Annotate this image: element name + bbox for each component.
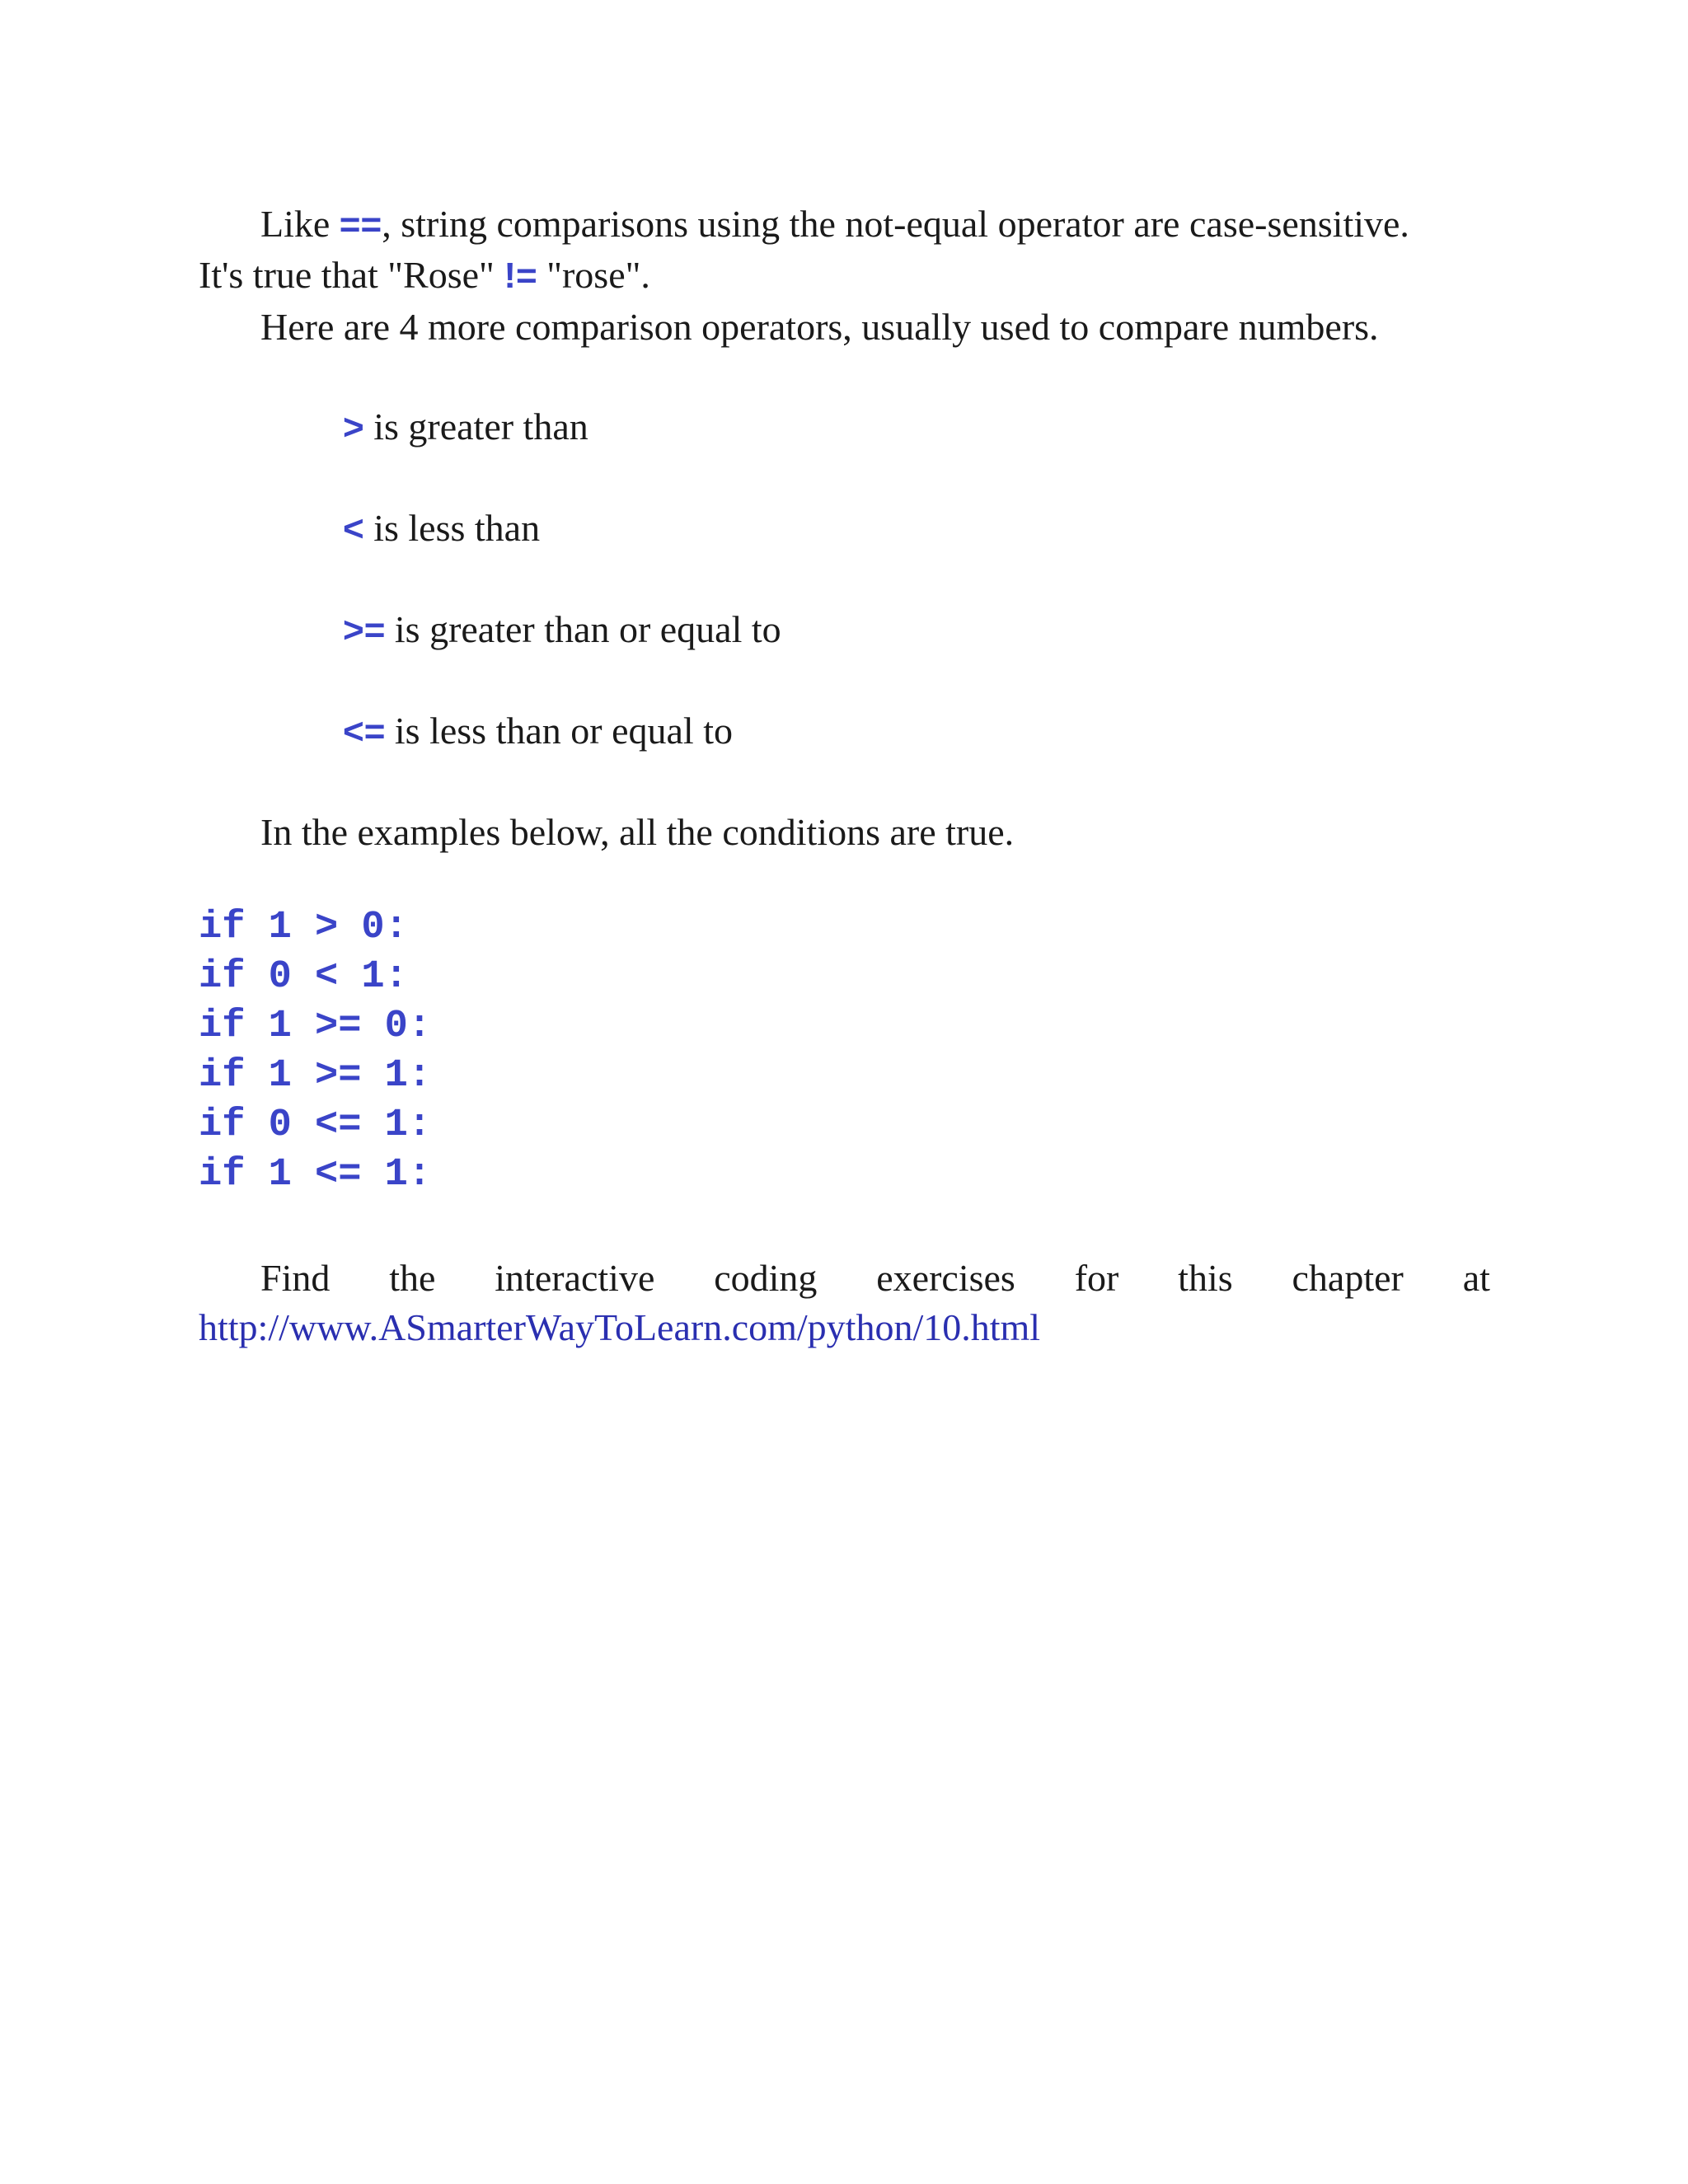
operator-description: is less than or equal to bbox=[385, 710, 733, 752]
operator-item-greater bbox=[343, 401, 588, 453]
paragraph-find-exercises bbox=[260, 1253, 1490, 1304]
code-line: if 1 >= 1: bbox=[199, 1054, 432, 1098]
operator-symbol: > bbox=[343, 407, 364, 448]
word: at bbox=[1462, 1257, 1490, 1299]
operator-item-greater-equal bbox=[343, 604, 781, 656]
operator-description: is greater than bbox=[363, 405, 588, 448]
operator-item-less-equal bbox=[343, 705, 733, 757]
word: coding bbox=[714, 1257, 818, 1299]
code-line: if 1 >= 0: bbox=[199, 1005, 432, 1048]
code-line: if 0 <= 1: bbox=[199, 1104, 432, 1147]
operator-symbol: <= bbox=[343, 711, 386, 752]
code-block bbox=[199, 903, 431, 1200]
text-fragment: "rose". bbox=[537, 254, 650, 296]
exercises-link[interactable]: http://www.ASmarterWayToLearn.com/python/10.html bbox=[199, 1306, 1041, 1348]
operator-item-less bbox=[343, 503, 540, 555]
equality-operator: == bbox=[339, 204, 382, 245]
word: this bbox=[1178, 1257, 1233, 1299]
code-line: if 1 > 0: bbox=[199, 906, 408, 949]
text-fragment: Like bbox=[260, 203, 340, 245]
paragraph-intro-operators: Here are 4 more comparison operators, usually used to compare numbers. bbox=[260, 306, 1379, 348]
paragraph-like-line bbox=[260, 199, 1409, 251]
text-fragment: , string comparisons using the not-equal operator are case-sensitive. bbox=[382, 203, 1409, 245]
word: interactive bbox=[495, 1257, 655, 1299]
word: Find bbox=[260, 1257, 331, 1299]
operator-symbol: >= bbox=[343, 610, 386, 650]
word: for bbox=[1074, 1257, 1119, 1299]
paragraph-rose-line bbox=[199, 250, 650, 302]
operator-symbol: < bbox=[343, 509, 364, 549]
operator-description: is greater than or equal to bbox=[385, 608, 781, 650]
paragraph-examples-intro: In the examples below, all the conditions are true. bbox=[260, 811, 1015, 853]
not-equal-operator: != bbox=[504, 255, 537, 296]
word: the bbox=[389, 1257, 436, 1299]
text-fragment: It's true that "Rose" bbox=[199, 254, 504, 296]
code-line: if 1 <= 1: bbox=[199, 1153, 432, 1197]
operator-description: is less than bbox=[363, 507, 541, 549]
word: chapter bbox=[1292, 1257, 1404, 1299]
code-line: if 0 < 1: bbox=[199, 955, 408, 999]
word: exercises bbox=[876, 1257, 1015, 1299]
